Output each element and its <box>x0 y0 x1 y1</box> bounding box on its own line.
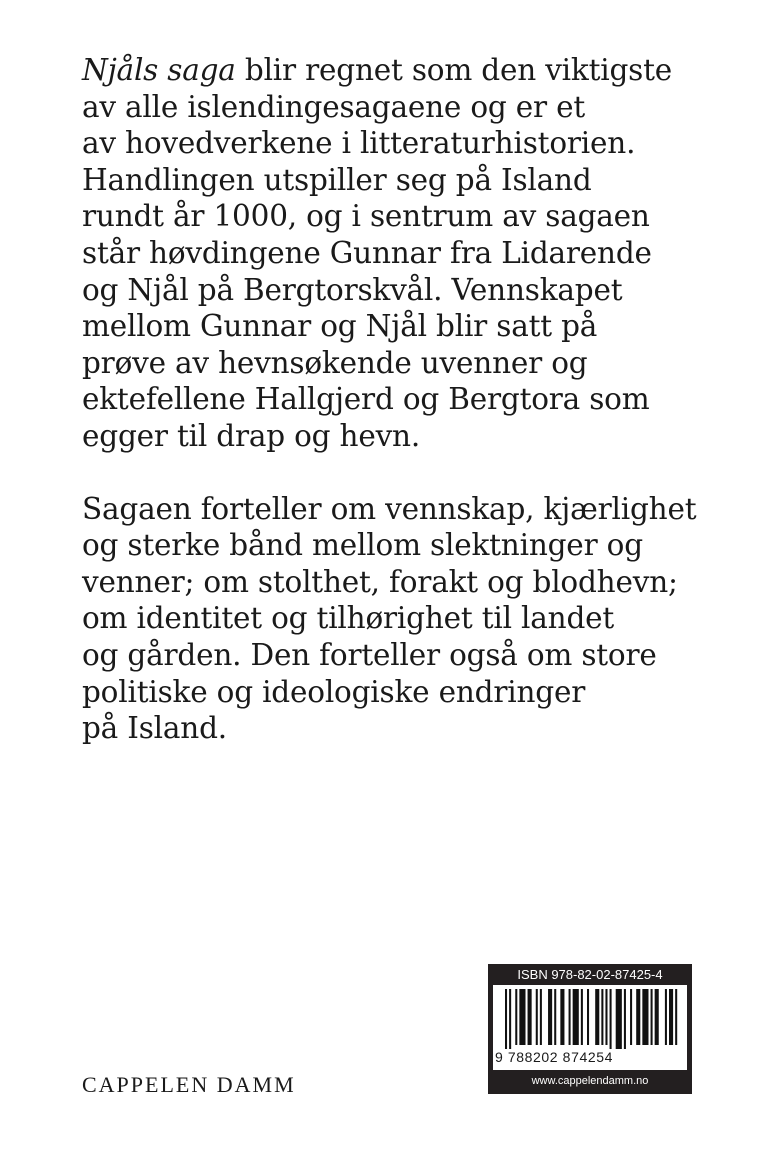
blurb-line: om identitet og tilhørighet til landet <box>82 601 615 636</box>
barcode-bar <box>509 989 511 1049</box>
barcode-bar <box>581 989 583 1045</box>
barcode-bar <box>515 989 517 1045</box>
blurb-paragraph-1 <box>82 52 742 455</box>
blurb-line: og Njål på Bergtorskvål. Vennskapet <box>82 272 623 307</box>
barcode-bar <box>587 989 589 1045</box>
barcode-bar <box>601 989 603 1045</box>
barcode-bars <box>505 989 681 1049</box>
blurb-line: og gården. Den forteller også om store <box>82 637 657 672</box>
blurb-line: står høvdingene Gunnar fra Lidarende <box>82 235 652 270</box>
barcode-bar <box>595 989 599 1045</box>
blurb-line: Sagaen forteller om vennskap, kjærlighet <box>82 491 697 526</box>
blurb-line-text: blir regnet som den viktigste <box>235 53 673 87</box>
barcode-bar <box>519 989 525 1045</box>
blurb-line: ektefellene Hallgjerd og Bergtora som <box>82 382 650 417</box>
blurb-paragraph-2 <box>82 491 742 747</box>
barcode-bar <box>554 989 556 1045</box>
barcode-bar <box>528 989 532 1045</box>
blurb-line: prøve av hevnsøkende uvenner og <box>82 345 588 380</box>
blurb-line: og sterke bånd mellom slektninger og <box>82 528 643 563</box>
barcode-bar <box>636 989 640 1045</box>
barcode-bar <box>573 989 579 1045</box>
blurb-line <box>82 52 742 89</box>
barcode-bar <box>605 989 607 1045</box>
barcode-block <box>488 964 692 1094</box>
barcode-bar <box>624 989 626 1049</box>
blurb-line: egger til drap og hevn. <box>82 418 421 453</box>
publisher-logo: CAPPELEN DAMM <box>82 1072 296 1097</box>
blurb-line: mellom Gunnar og Njål blir satt på <box>82 309 598 344</box>
barcode-bar <box>616 989 622 1049</box>
barcode-area <box>493 985 687 1070</box>
book-title-italic: Njåls saga <box>82 53 236 87</box>
blurb-line: av hovedverkene i litteraturhistorien. <box>82 126 636 161</box>
back-cover-blurb <box>82 52 742 747</box>
blurb-line: Handlingen utspiller seg på Island <box>82 162 592 197</box>
blurb-line: rundt år 1000, og i sentrum av sagaen <box>82 199 650 234</box>
barcode-bar <box>651 989 653 1045</box>
barcode-bar <box>548 989 552 1045</box>
barcode-bar <box>540 989 542 1045</box>
barcode-bar <box>630 989 632 1045</box>
barcode-bar <box>569 989 571 1045</box>
barcode-bar <box>536 989 538 1045</box>
blurb-line: på Island. <box>82 711 227 746</box>
barcode-bar <box>642 989 648 1045</box>
barcode-bar <box>610 989 612 1049</box>
barcode-bar <box>655 989 659 1045</box>
blurb-line: venner; om stolthet, forakt og blodhevn; <box>82 564 678 599</box>
isbn-label: ISBN 978-82-02-87425-4 <box>517 967 663 982</box>
barcode-bar <box>675 989 677 1045</box>
blurb-line: av alle islendingesagaene og er et <box>82 89 586 124</box>
barcode-digits: 9 788202 874254 <box>495 1049 613 1065</box>
barcode-bar <box>560 989 564 1045</box>
barcode-bar <box>665 989 667 1045</box>
barcode-bar <box>505 989 507 1049</box>
barcode-bar <box>669 989 673 1045</box>
blurb-line: politiske og ideologiske endringer <box>82 674 586 709</box>
publisher-url: www.cappelendamm.no <box>531 1075 649 1087</box>
